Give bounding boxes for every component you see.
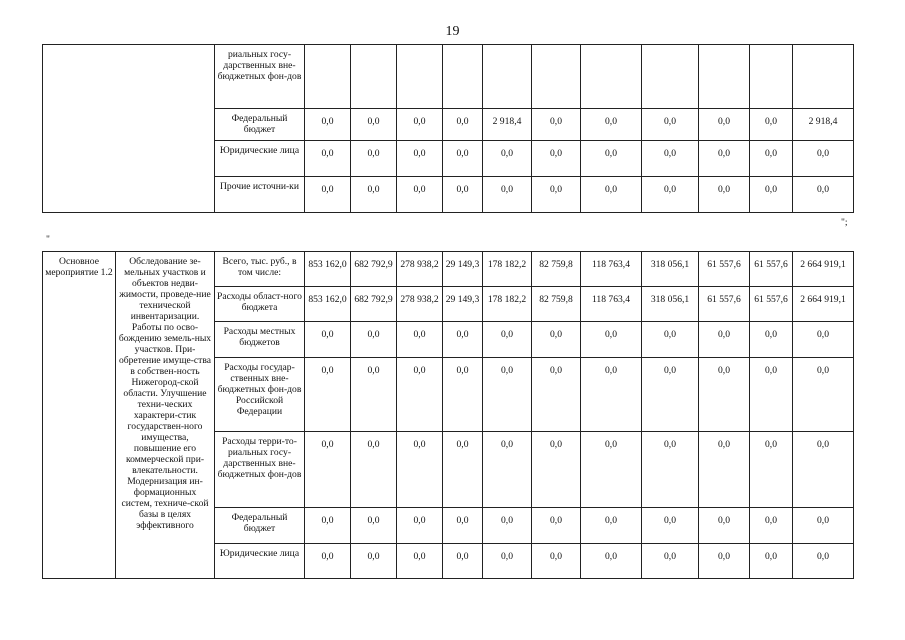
value-cell — [483, 45, 532, 109]
value-cell: 0,0 — [699, 109, 750, 141]
value-cell: 0,0 — [642, 177, 699, 213]
value-cell: 0,0 — [581, 544, 642, 579]
funding-source-cell: Юридические лица — [215, 141, 305, 177]
value-cell: 0,0 — [351, 432, 397, 508]
value-cell: 0,0 — [793, 177, 854, 213]
value-cell — [793, 45, 854, 109]
value-cell: 0,0 — [443, 109, 483, 141]
value-cell: 0,0 — [699, 358, 750, 432]
value-cell: 0,0 — [699, 432, 750, 508]
value-cell: 0,0 — [483, 141, 532, 177]
value-cell: 0,0 — [443, 322, 483, 358]
value-cell: 0,0 — [351, 109, 397, 141]
value-cell: 0,0 — [483, 322, 532, 358]
value-cell: 0,0 — [483, 432, 532, 508]
value-cell: 0,0 — [443, 544, 483, 579]
value-cell: 0,0 — [750, 141, 793, 177]
funding-source-cell: Федеральный бюджет — [215, 508, 305, 544]
value-cell — [532, 45, 581, 109]
value-cell: 0,0 — [699, 322, 750, 358]
value-cell: 118 763,4 — [581, 252, 642, 287]
page-number: 19 — [445, 24, 460, 39]
value-cell: 0,0 — [699, 177, 750, 213]
value-cell: 0,0 — [305, 322, 351, 358]
value-cell — [750, 45, 793, 109]
value-cell: 2 918,4 — [793, 109, 854, 141]
value-cell: 0,0 — [699, 141, 750, 177]
value-cell: 0,0 — [397, 141, 443, 177]
value-cell: 0,0 — [581, 508, 642, 544]
value-cell: 0,0 — [642, 141, 699, 177]
value-cell: 0,0 — [532, 508, 581, 544]
value-cell: 0,0 — [793, 141, 854, 177]
value-cell — [397, 45, 443, 109]
value-cell — [699, 45, 750, 109]
value-cell: 0,0 — [397, 177, 443, 213]
value-cell: 0,0 — [397, 432, 443, 508]
value-cell — [581, 45, 642, 109]
funding-source-cell: Расходы терри-то-риальных госу-дарственных вне-бюджетных фон-дов — [215, 432, 305, 508]
funding-source-cell: Расходы местных бюджетов — [215, 322, 305, 358]
value-cell: 0,0 — [443, 177, 483, 213]
value-cell: 853 162,0 — [305, 252, 351, 287]
value-cell: 0,0 — [305, 544, 351, 579]
funding-source-cell: Всего, тыс. руб., в том числе: — [215, 252, 305, 287]
value-cell: 0,0 — [581, 141, 642, 177]
value-cell: 0,0 — [642, 544, 699, 579]
value-cell: 0,0 — [351, 508, 397, 544]
closing-quote: "; — [841, 217, 848, 228]
value-cell: 0,0 — [532, 432, 581, 508]
value-cell: 29 149,3 — [443, 287, 483, 322]
value-cell: 0,0 — [750, 109, 793, 141]
activity-table — [42, 251, 854, 579]
value-cell: 0,0 — [351, 177, 397, 213]
value-cell: 0,0 — [305, 432, 351, 508]
value-cell: 682 792,9 — [351, 287, 397, 322]
value-cell: 0,0 — [443, 141, 483, 177]
value-cell: 0,0 — [581, 322, 642, 358]
value-cell: 0,0 — [483, 358, 532, 432]
value-cell: 0,0 — [397, 358, 443, 432]
value-cell — [305, 45, 351, 109]
value-cell: 2 664 919,1 — [793, 252, 854, 287]
value-cell: 0,0 — [699, 544, 750, 579]
value-cell — [351, 45, 397, 109]
value-cell: 0,0 — [793, 358, 854, 432]
value-cell: 0,0 — [750, 432, 793, 508]
value-cell: 0,0 — [351, 141, 397, 177]
value-cell: 0,0 — [750, 358, 793, 432]
table-row — [43, 252, 854, 287]
value-cell: 0,0 — [483, 508, 532, 544]
value-cell: 61 557,6 — [699, 287, 750, 322]
value-cell: 0,0 — [532, 109, 581, 141]
value-cell: 0,0 — [483, 177, 532, 213]
value-cell: 0,0 — [642, 358, 699, 432]
value-cell: 278 938,2 — [397, 287, 443, 322]
value-cell: 0,0 — [581, 358, 642, 432]
value-cell: 853 162,0 — [305, 287, 351, 322]
value-cell: 0,0 — [397, 322, 443, 358]
value-cell: 61 557,6 — [750, 252, 793, 287]
value-cell: 0,0 — [581, 432, 642, 508]
activity-name-cell: Основное мероприятие 1.2 — [43, 252, 116, 579]
value-cell: 0,0 — [532, 322, 581, 358]
table-row — [43, 45, 854, 109]
value-cell: 0,0 — [443, 432, 483, 508]
value-cell: 29 149,3 — [443, 252, 483, 287]
opening-quote: " — [46, 234, 50, 245]
value-cell: 178 182,2 — [483, 252, 532, 287]
value-cell: 0,0 — [305, 141, 351, 177]
blank-merged-cell — [43, 45, 215, 213]
value-cell: 0,0 — [642, 322, 699, 358]
value-cell: 0,0 — [750, 177, 793, 213]
value-cell: 0,0 — [532, 141, 581, 177]
value-cell: 0,0 — [443, 358, 483, 432]
value-cell: 0,0 — [642, 508, 699, 544]
value-cell: 2 918,4 — [483, 109, 532, 141]
funding-source-cell: Юридические лица — [215, 544, 305, 579]
value-cell: 61 557,6 — [750, 287, 793, 322]
funding-source-cell: риальных госу-дарственных вне-бюджетных фон-дов — [215, 45, 305, 109]
value-cell: 0,0 — [532, 358, 581, 432]
value-cell — [443, 45, 483, 109]
value-cell: 0,0 — [793, 322, 854, 358]
value-cell: 0,0 — [351, 544, 397, 579]
funding-source-cell: Федеральный бюджет — [215, 109, 305, 141]
value-cell: 0,0 — [642, 432, 699, 508]
value-cell: 82 759,8 — [532, 252, 581, 287]
funding-source-cell: Расходы государ-ственных вне-бюджетных фон-дов Российской Федерации — [215, 358, 305, 432]
value-cell: 0,0 — [750, 544, 793, 579]
value-cell: 318 056,1 — [642, 252, 699, 287]
value-cell: 0,0 — [532, 544, 581, 579]
value-cell: 0,0 — [793, 544, 854, 579]
value-cell: 0,0 — [793, 508, 854, 544]
value-cell: 0,0 — [397, 109, 443, 141]
value-cell: 178 182,2 — [483, 287, 532, 322]
value-cell: 0,0 — [642, 109, 699, 141]
value-cell: 82 759,8 — [532, 287, 581, 322]
continued-table — [42, 44, 854, 213]
value-cell: 0,0 — [581, 109, 642, 141]
value-cell: 0,0 — [750, 322, 793, 358]
value-cell: 0,0 — [351, 322, 397, 358]
value-cell: 318 056,1 — [642, 287, 699, 322]
funding-source-cell: Прочие источни-ки — [215, 177, 305, 213]
activity-description-cell: Обследование зе-мельных участков и объектов недви-жимости, проведе-ние технической инвентаризации. Работы по осво-бождению земель-ных участков. При-обретение имуще-ства в собствен-ность Нижегород-ской области. Улучшение техни-ческих характери-стик государствен-ного имущества, повышение его коммерческой при-влекательности. Модернизация ин-формационных систем, техниче-ской базы в целях эффективного — [116, 252, 215, 579]
value-cell: 0,0 — [699, 508, 750, 544]
value-cell: 0,0 — [532, 177, 581, 213]
value-cell: 0,0 — [397, 544, 443, 579]
value-cell: 118 763,4 — [581, 287, 642, 322]
value-cell: 682 792,9 — [351, 252, 397, 287]
value-cell: 0,0 — [305, 508, 351, 544]
value-cell: 0,0 — [397, 508, 443, 544]
value-cell: 0,0 — [750, 508, 793, 544]
value-cell: 61 557,6 — [699, 252, 750, 287]
value-cell: 0,0 — [483, 544, 532, 579]
value-cell: 0,0 — [581, 177, 642, 213]
funding-source-cell: Расходы област-ного бюджета — [215, 287, 305, 322]
value-cell — [642, 45, 699, 109]
value-cell: 0,0 — [305, 177, 351, 213]
value-cell: 0,0 — [351, 358, 397, 432]
value-cell: 278 938,2 — [397, 252, 443, 287]
value-cell: 0,0 — [305, 358, 351, 432]
value-cell: 0,0 — [305, 109, 351, 141]
value-cell: 0,0 — [443, 508, 483, 544]
value-cell: 0,0 — [793, 432, 854, 508]
value-cell: 2 664 919,1 — [793, 287, 854, 322]
